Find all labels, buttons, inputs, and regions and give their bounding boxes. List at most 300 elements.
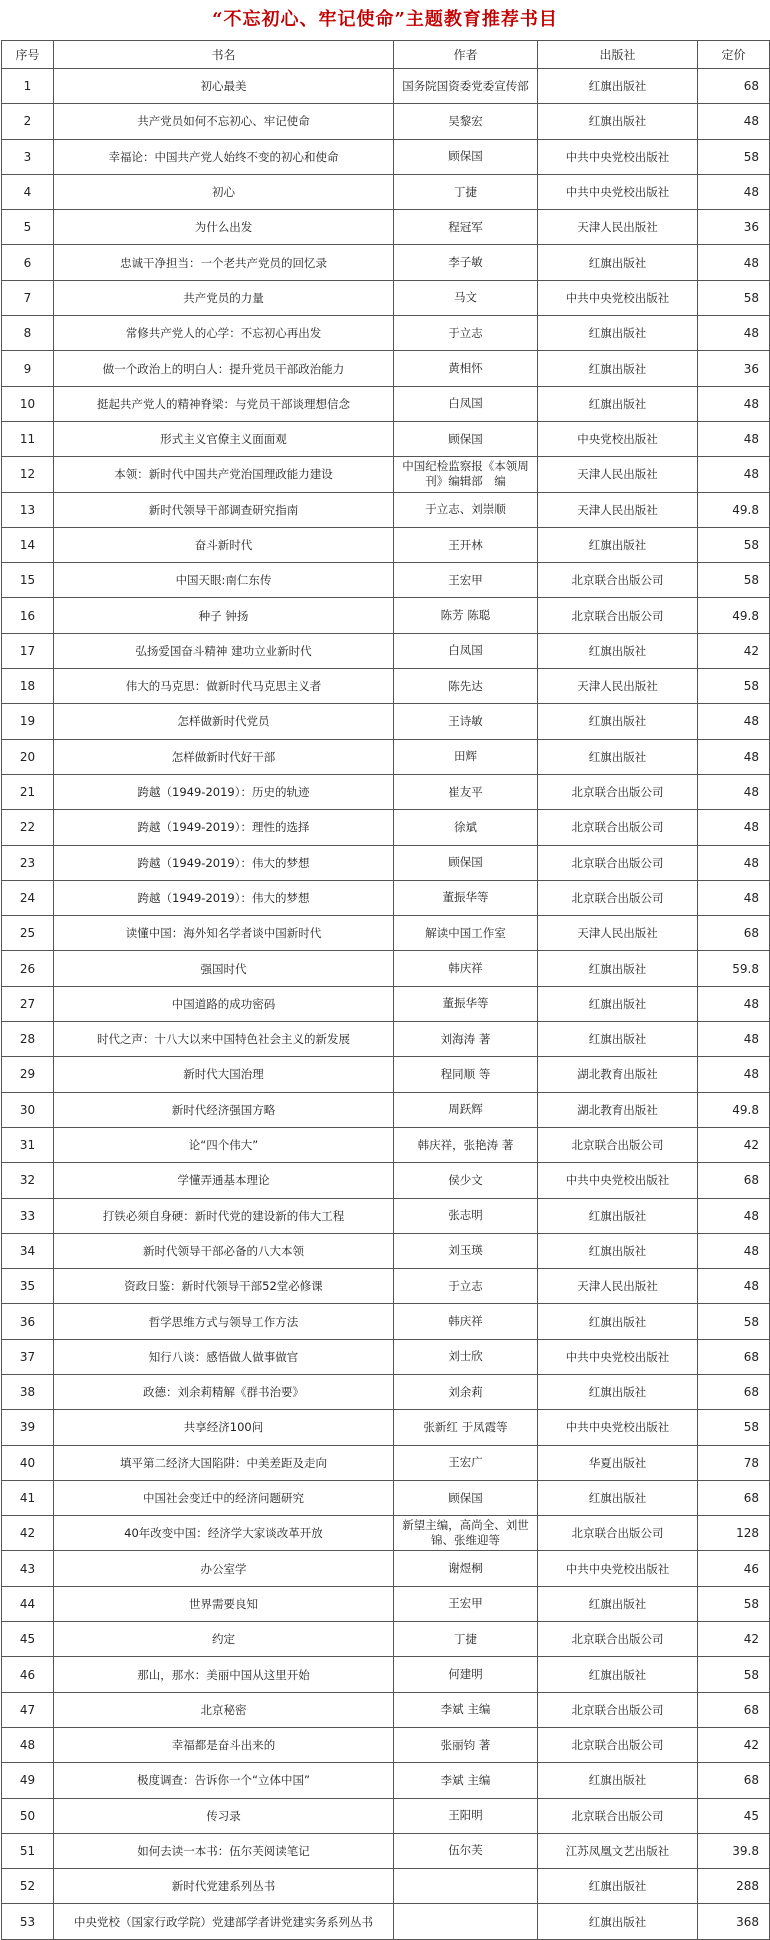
cell-price: 58 xyxy=(698,280,770,315)
cell-publisher: 天津人民出版社 xyxy=(538,492,698,527)
cell-publisher: 红旗出版社 xyxy=(538,986,698,1021)
table-row xyxy=(2,1833,770,1868)
book-list-table xyxy=(1,40,770,1940)
cell-publisher: 红旗出版社 xyxy=(538,104,698,139)
cell-author: 董振华等 xyxy=(394,986,538,1021)
table-row xyxy=(2,174,770,209)
cell-title: 填平第二经济大国陷阱：中美差距及走向 xyxy=(54,1445,394,1480)
table-row xyxy=(2,245,770,280)
cell-price: 68 xyxy=(698,1692,770,1727)
cell-no: 44 xyxy=(2,1586,54,1621)
cell-publisher: 天津人民出版社 xyxy=(538,669,698,704)
cell-author: 崔友平 xyxy=(394,774,538,809)
table-row xyxy=(2,1410,770,1445)
table-header-row xyxy=(2,41,770,69)
cell-price: 68 xyxy=(698,69,770,104)
cell-title: 新时代大国治理 xyxy=(54,1057,394,1092)
cell-author: 顾保国 xyxy=(394,421,538,456)
cell-publisher: 北京联合出版公司 xyxy=(538,880,698,915)
cell-no: 12 xyxy=(2,457,54,492)
cell-price: 48 xyxy=(698,104,770,139)
cell-publisher: 中共中央党校出版社 xyxy=(538,1339,698,1374)
cell-price: 48 xyxy=(698,174,770,209)
cell-publisher: 江苏凤凰文艺出版社 xyxy=(538,1833,698,1868)
table-row xyxy=(2,280,770,315)
cell-no: 24 xyxy=(2,880,54,915)
cell-price: 48 xyxy=(698,739,770,774)
cell-no: 32 xyxy=(2,1163,54,1198)
cell-author: 董振华等 xyxy=(394,880,538,915)
table-row xyxy=(2,880,770,915)
cell-price: 128 xyxy=(698,1516,770,1551)
cell-price: 48 xyxy=(698,1198,770,1233)
table-row xyxy=(2,1798,770,1833)
cell-title: 极度调查：告诉你一个“立体中国” xyxy=(54,1763,394,1798)
cell-title: 新时代党建系列丛书 xyxy=(54,1869,394,1904)
cell-price: 58 xyxy=(698,1304,770,1339)
cell-publisher: 红旗出版社 xyxy=(538,527,698,562)
cell-title: 新时代领导干部必备的八大本领 xyxy=(54,1233,394,1268)
table-row xyxy=(2,139,770,174)
cell-price: 368 xyxy=(698,1904,770,1939)
cell-author: 陈芳 陈聪 xyxy=(394,598,538,633)
cell-price: 48 xyxy=(698,1022,770,1057)
cell-publisher: 红旗出版社 xyxy=(538,633,698,668)
table-row xyxy=(2,1869,770,1904)
cell-title: 学懂弄通基本理论 xyxy=(54,1163,394,1198)
cell-price: 45 xyxy=(698,1798,770,1833)
cell-price: 59.8 xyxy=(698,951,770,986)
cell-title: 世界需要良知 xyxy=(54,1586,394,1621)
table-row xyxy=(2,1339,770,1374)
cell-author: 于立志 xyxy=(394,316,538,351)
table-row xyxy=(2,1551,770,1586)
cell-price: 58 xyxy=(698,139,770,174)
cell-author: 于立志 xyxy=(394,1269,538,1304)
cell-author: 刘余莉 xyxy=(394,1374,538,1409)
cell-no: 33 xyxy=(2,1198,54,1233)
cell-no: 21 xyxy=(2,774,54,809)
cell-no: 42 xyxy=(2,1516,54,1551)
cell-author: 丁捷 xyxy=(394,174,538,209)
cell-title: 论“四个伟大” xyxy=(54,1127,394,1162)
header-publisher: 出版社 xyxy=(538,41,698,69)
table-row xyxy=(2,1269,770,1304)
header-author: 作者 xyxy=(394,41,538,69)
cell-price: 42 xyxy=(698,1127,770,1162)
cell-price: 48 xyxy=(698,704,770,739)
cell-no: 20 xyxy=(2,739,54,774)
cell-author xyxy=(394,1904,538,1939)
cell-no: 30 xyxy=(2,1092,54,1127)
table-row xyxy=(2,704,770,739)
cell-price: 36 xyxy=(698,351,770,386)
cell-price: 42 xyxy=(698,1727,770,1762)
cell-no: 3 xyxy=(2,139,54,174)
cell-author: 刘士欣 xyxy=(394,1339,538,1374)
cell-title: 新时代经济强国方略 xyxy=(54,1092,394,1127)
cell-price: 58 xyxy=(698,1410,770,1445)
cell-author: 丁捷 xyxy=(394,1622,538,1657)
cell-title: 做一个政治上的明白人：提升党员干部政治能力 xyxy=(54,351,394,386)
cell-no: 51 xyxy=(2,1833,54,1868)
table-row xyxy=(2,210,770,245)
cell-title: 办公室学 xyxy=(54,1551,394,1586)
table-row xyxy=(2,1727,770,1762)
table-row xyxy=(2,1480,770,1515)
cell-price: 58 xyxy=(698,563,770,598)
cell-publisher: 天津人民出版社 xyxy=(538,457,698,492)
cell-no: 35 xyxy=(2,1269,54,1304)
cell-author: 黄相怀 xyxy=(394,351,538,386)
cell-no: 13 xyxy=(2,492,54,527)
cell-author xyxy=(394,1869,538,1904)
cell-publisher: 北京联合出版公司 xyxy=(538,1692,698,1727)
cell-title: 常修共产党人的心学：不忘初心再出发 xyxy=(54,316,394,351)
cell-title: 传习录 xyxy=(54,1798,394,1833)
cell-title: 哲学思维方式与领导工作方法 xyxy=(54,1304,394,1339)
cell-title: 北京秘密 xyxy=(54,1692,394,1727)
cell-title: 那山，那水：美丽中国从这里开始 xyxy=(54,1657,394,1692)
cell-title: 怎样做新时代好干部 xyxy=(54,739,394,774)
cell-price: 58 xyxy=(698,669,770,704)
cell-title: 中国道路的成功密码 xyxy=(54,986,394,1021)
cell-price: 58 xyxy=(698,1586,770,1621)
cell-publisher: 北京联合出版公司 xyxy=(538,1798,698,1833)
cell-no: 45 xyxy=(2,1622,54,1657)
cell-author: 程冠军 xyxy=(394,210,538,245)
cell-title: 读懂中国：海外知名学者谈中国新时代 xyxy=(54,916,394,951)
cell-title: 初心最美 xyxy=(54,69,394,104)
cell-author: 王阳明 xyxy=(394,1798,538,1833)
cell-title: 共享经济100问 xyxy=(54,1410,394,1445)
cell-no: 5 xyxy=(2,210,54,245)
cell-no: 11 xyxy=(2,421,54,456)
cell-publisher: 红旗出版社 xyxy=(538,1904,698,1939)
cell-title: 强国时代 xyxy=(54,951,394,986)
cell-publisher: 北京联合出版公司 xyxy=(538,563,698,598)
cell-no: 19 xyxy=(2,704,54,739)
cell-no: 1 xyxy=(2,69,54,104)
cell-no: 6 xyxy=(2,245,54,280)
table-row xyxy=(2,810,770,845)
cell-author: 于立志、刘崇顺 xyxy=(394,492,538,527)
cell-price: 68 xyxy=(698,1339,770,1374)
cell-title: 形式主义官僚主义面面观 xyxy=(54,421,394,456)
cell-no: 4 xyxy=(2,174,54,209)
cell-title: 跨越（1949-2019）：伟大的梦想 xyxy=(54,880,394,915)
cell-no: 39 xyxy=(2,1410,54,1445)
cell-publisher: 天津人民出版社 xyxy=(538,916,698,951)
cell-publisher: 红旗出版社 xyxy=(538,1022,698,1057)
cell-title: 本领：新时代中国共产党治国理政能力建设 xyxy=(54,457,394,492)
cell-author: 新望主编，高尚全、刘世锦、张维迎等 xyxy=(394,1516,538,1551)
cell-no: 15 xyxy=(2,563,54,598)
cell-no: 23 xyxy=(2,845,54,880)
table-row xyxy=(2,1163,770,1198)
cell-publisher: 红旗出版社 xyxy=(538,951,698,986)
cell-no: 28 xyxy=(2,1022,54,1057)
cell-price: 36 xyxy=(698,210,770,245)
cell-price: 48 xyxy=(698,421,770,456)
cell-title: 共产党员如何不忘初心、牢记使命 xyxy=(54,104,394,139)
cell-publisher: 湖北教育出版社 xyxy=(538,1057,698,1092)
table-row xyxy=(2,1092,770,1127)
cell-no: 18 xyxy=(2,669,54,704)
cell-price: 68 xyxy=(698,1480,770,1515)
cell-publisher: 红旗出版社 xyxy=(538,1304,698,1339)
cell-title: 为什么出发 xyxy=(54,210,394,245)
cell-price: 48 xyxy=(698,1269,770,1304)
header-title: 书名 xyxy=(54,41,394,69)
cell-author: 侯少文 xyxy=(394,1163,538,1198)
cell-no: 9 xyxy=(2,351,54,386)
cell-title: 新时代领导干部调查研究指南 xyxy=(54,492,394,527)
cell-publisher: 红旗出版社 xyxy=(538,69,698,104)
cell-no: 31 xyxy=(2,1127,54,1162)
cell-author: 伍尔芙 xyxy=(394,1833,538,1868)
table-row xyxy=(2,1304,770,1339)
cell-author: 韩庆祥 xyxy=(394,1304,538,1339)
cell-author: 吴黎宏 xyxy=(394,104,538,139)
cell-author: 程同顺 等 xyxy=(394,1057,538,1092)
table-row xyxy=(2,986,770,1021)
cell-price: 48 xyxy=(698,386,770,421)
cell-price: 48 xyxy=(698,1057,770,1092)
cell-publisher: 中共中央党校出版社 xyxy=(538,1163,698,1198)
cell-title: 约定 xyxy=(54,1622,394,1657)
cell-title: 中央党校（国家行政学院）党建部学者讲党建实务系列丛书 xyxy=(54,1904,394,1939)
table-row xyxy=(2,669,770,704)
cell-no: 52 xyxy=(2,1869,54,1904)
cell-author: 李斌 主编 xyxy=(394,1692,538,1727)
cell-publisher: 北京联合出版公司 xyxy=(538,845,698,880)
cell-publisher: 红旗出版社 xyxy=(538,1233,698,1268)
cell-author: 刘海涛 著 xyxy=(394,1022,538,1057)
cell-author: 王宏甲 xyxy=(394,1586,538,1621)
cell-price: 68 xyxy=(698,1763,770,1798)
cell-author: 刘玉瑛 xyxy=(394,1233,538,1268)
cell-publisher: 红旗出版社 xyxy=(538,1869,698,1904)
cell-author: 张新红 于凤霞等 xyxy=(394,1410,538,1445)
cell-author: 解读中国工作室 xyxy=(394,916,538,951)
cell-title: 共产党员的力量 xyxy=(54,280,394,315)
cell-author: 韩庆祥，张艳涛 著 xyxy=(394,1127,538,1162)
table-row xyxy=(2,1763,770,1798)
cell-price: 49.8 xyxy=(698,1092,770,1127)
cell-author: 顾保国 xyxy=(394,1480,538,1515)
table-row xyxy=(2,1198,770,1233)
cell-price: 48 xyxy=(698,986,770,1021)
cell-publisher: 中共中央党校出版社 xyxy=(538,139,698,174)
cell-publisher: 北京联合出版公司 xyxy=(538,774,698,809)
cell-title: 种子 钟扬 xyxy=(54,598,394,633)
cell-no: 25 xyxy=(2,916,54,951)
table-row xyxy=(2,1586,770,1621)
cell-publisher: 中共中央党校出版社 xyxy=(538,1551,698,1586)
cell-publisher: 中共中央党校出版社 xyxy=(538,1410,698,1445)
cell-title: 政德：刘余莉精解《群书治要》 xyxy=(54,1374,394,1409)
table-row xyxy=(2,1692,770,1727)
table-row xyxy=(2,563,770,598)
table-row xyxy=(2,1516,770,1551)
cell-no: 37 xyxy=(2,1339,54,1374)
table-row xyxy=(2,386,770,421)
cell-no: 22 xyxy=(2,810,54,845)
cell-no: 10 xyxy=(2,386,54,421)
cell-price: 39.8 xyxy=(698,1833,770,1868)
cell-title: 初心 xyxy=(54,174,394,209)
cell-no: 34 xyxy=(2,1233,54,1268)
cell-publisher: 红旗出版社 xyxy=(538,1657,698,1692)
cell-no: 36 xyxy=(2,1304,54,1339)
cell-price: 48 xyxy=(698,774,770,809)
cell-title: 打铁必须自身硬：新时代党的建设新的伟大工程 xyxy=(54,1198,394,1233)
cell-no: 50 xyxy=(2,1798,54,1833)
cell-price: 58 xyxy=(698,1657,770,1692)
cell-publisher: 华夏出版社 xyxy=(538,1445,698,1480)
table-row xyxy=(2,1622,770,1657)
cell-no: 14 xyxy=(2,527,54,562)
cell-price: 48 xyxy=(698,316,770,351)
cell-no: 27 xyxy=(2,986,54,1021)
cell-publisher: 红旗出版社 xyxy=(538,1480,698,1515)
cell-author: 白凤国 xyxy=(394,386,538,421)
cell-publisher: 北京联合出版公司 xyxy=(538,1622,698,1657)
cell-author: 中国纪检监察报《本领周刊》编辑部 编 xyxy=(394,457,538,492)
cell-title: 跨越（1949-2019）：历史的轨迹 xyxy=(54,774,394,809)
cell-price: 48 xyxy=(698,245,770,280)
header-price: 定价 xyxy=(698,41,770,69)
cell-publisher: 湖北教育出版社 xyxy=(538,1092,698,1127)
cell-price: 48 xyxy=(698,880,770,915)
cell-author: 何建明 xyxy=(394,1657,538,1692)
cell-price: 288 xyxy=(698,1869,770,1904)
cell-price: 49.8 xyxy=(698,492,770,527)
cell-publisher: 北京联合出版公司 xyxy=(538,1727,698,1762)
cell-title: 中国社会变迁中的经济问题研究 xyxy=(54,1480,394,1515)
cell-no: 41 xyxy=(2,1480,54,1515)
table-row xyxy=(2,739,770,774)
table-row xyxy=(2,1233,770,1268)
cell-author: 谢煜桐 xyxy=(394,1551,538,1586)
cell-no: 46 xyxy=(2,1657,54,1692)
cell-publisher: 天津人民出版社 xyxy=(538,1269,698,1304)
cell-price: 48 xyxy=(698,1233,770,1268)
cell-title: 跨越（1949-2019）：伟大的梦想 xyxy=(54,845,394,880)
cell-author: 田辉 xyxy=(394,739,538,774)
table-row xyxy=(2,316,770,351)
cell-publisher: 红旗出版社 xyxy=(538,704,698,739)
cell-author: 顾保国 xyxy=(394,139,538,174)
cell-title: 跨越（1949-2019）：理性的选择 xyxy=(54,810,394,845)
cell-author: 王诗敏 xyxy=(394,704,538,739)
table-row xyxy=(2,1374,770,1409)
cell-title: 伟大的马克思：做新时代马克思主义者 xyxy=(54,669,394,704)
cell-author: 张丽钧 著 xyxy=(394,1727,538,1762)
cell-publisher: 红旗出版社 xyxy=(538,351,698,386)
cell-publisher: 红旗出版社 xyxy=(538,316,698,351)
cell-price: 42 xyxy=(698,633,770,668)
cell-author: 周跃辉 xyxy=(394,1092,538,1127)
cell-title: 弘扬爱国奋斗精神 建功立业新时代 xyxy=(54,633,394,668)
cell-price: 78 xyxy=(698,1445,770,1480)
cell-publisher: 红旗出版社 xyxy=(538,1198,698,1233)
table-row xyxy=(2,457,770,492)
cell-publisher: 天津人民出版社 xyxy=(538,210,698,245)
cell-title: 幸福论：中国共产党人始终不变的初心和使命 xyxy=(54,139,394,174)
cell-author: 王宏广 xyxy=(394,1445,538,1480)
cell-publisher: 中共中央党校出版社 xyxy=(538,174,698,209)
cell-price: 68 xyxy=(698,1374,770,1409)
table-row xyxy=(2,492,770,527)
table-row xyxy=(2,69,770,104)
cell-author: 陈先达 xyxy=(394,669,538,704)
table-row xyxy=(2,1022,770,1057)
cell-title: 怎样做新时代党员 xyxy=(54,704,394,739)
table-row xyxy=(2,598,770,633)
cell-author: 韩庆祥 xyxy=(394,951,538,986)
cell-price: 49.8 xyxy=(698,598,770,633)
table-row xyxy=(2,916,770,951)
cell-author: 王宏甲 xyxy=(394,563,538,598)
cell-price: 68 xyxy=(698,1163,770,1198)
cell-no: 47 xyxy=(2,1692,54,1727)
cell-publisher: 红旗出版社 xyxy=(538,1374,698,1409)
cell-price: 48 xyxy=(698,810,770,845)
cell-author: 徐斌 xyxy=(394,810,538,845)
table-row xyxy=(2,421,770,456)
cell-no: 43 xyxy=(2,1551,54,1586)
table-row xyxy=(2,1445,770,1480)
cell-title: 中国天眼:南仁东传 xyxy=(54,563,394,598)
cell-no: 29 xyxy=(2,1057,54,1092)
cell-price: 42 xyxy=(698,1622,770,1657)
cell-publisher: 红旗出版社 xyxy=(538,739,698,774)
cell-title: 幸福都是奋斗出来的 xyxy=(54,1727,394,1762)
table-row xyxy=(2,1127,770,1162)
cell-author: 张志明 xyxy=(394,1198,538,1233)
cell-title: 40年改变中国：经济学大家谈改革开放 xyxy=(54,1516,394,1551)
cell-publisher: 北京联合出版公司 xyxy=(538,598,698,633)
cell-title: 挺起共产党人的精神脊梁：与党员干部谈理想信念 xyxy=(54,386,394,421)
table-row xyxy=(2,1057,770,1092)
cell-author: 国务院国资委党委宣传部 xyxy=(394,69,538,104)
table-row xyxy=(2,1657,770,1692)
cell-title: 奋斗新时代 xyxy=(54,527,394,562)
cell-price: 46 xyxy=(698,1551,770,1586)
cell-author: 王开林 xyxy=(394,527,538,562)
cell-no: 26 xyxy=(2,951,54,986)
cell-publisher: 北京联合出版公司 xyxy=(538,1516,698,1551)
header-no: 序号 xyxy=(2,41,54,69)
cell-title: 时代之声：十八大以来中国特色社会主义的新发展 xyxy=(54,1022,394,1057)
cell-price: 58 xyxy=(698,527,770,562)
cell-publisher: 中共中央党校出版社 xyxy=(538,280,698,315)
table-row xyxy=(2,351,770,386)
cell-publisher: 红旗出版社 xyxy=(538,386,698,421)
table-row xyxy=(2,951,770,986)
table-row xyxy=(2,774,770,809)
cell-no: 8 xyxy=(2,316,54,351)
cell-publisher: 红旗出版社 xyxy=(538,1763,698,1798)
cell-author: 顾保国 xyxy=(394,845,538,880)
table-row xyxy=(2,104,770,139)
cell-price: 48 xyxy=(698,845,770,880)
cell-publisher: 红旗出版社 xyxy=(538,1586,698,1621)
table-row xyxy=(2,1904,770,1939)
cell-title: 如何去读一本书：伍尔芙阅读笔记 xyxy=(54,1833,394,1868)
